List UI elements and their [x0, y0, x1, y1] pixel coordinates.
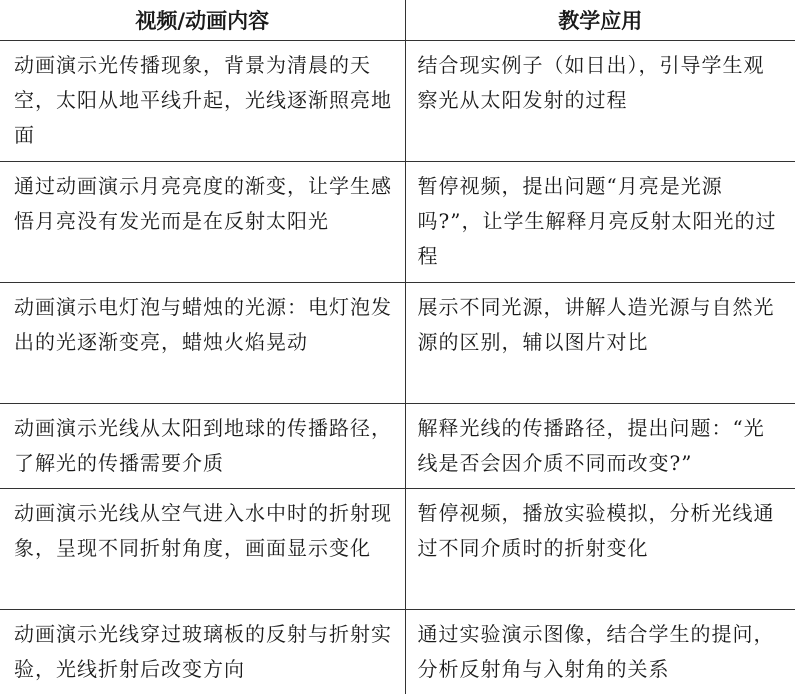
- table-row: [0, 162, 795, 283]
- table-row: [0, 41, 795, 162]
- table-header-row: [0, 0, 795, 41]
- header-video-content: 视频/动画内容: [0, 0, 405, 41]
- video-content-cell: 动画演示光线穿过玻璃板的反射与折射实验，光线折射后改变方向: [0, 610, 405, 694]
- table-row: [0, 283, 795, 404]
- video-content-cell: 动画演示电灯泡与蜡烛的光源：电灯泡发出的光逐渐变亮，蜡烛火焰晃动: [0, 283, 405, 404]
- teaching-application-cell: 展示不同光源，讲解人造光源与自然光源的区别，辅以图片对比: [405, 283, 795, 404]
- teaching-application-cell: 结合现实例子（如日出），引导学生观察光从太阳发射的过程: [405, 41, 795, 162]
- teaching-application-cell: 暂停视频，播放实验模拟，分析光线通过不同介质时的折射变化: [405, 489, 795, 610]
- video-content-cell: 动画演示光线从太阳到地球的传播路径，了解光的传播需要介质: [0, 404, 405, 489]
- video-content-cell: 动画演示光传播现象，背景为清晨的天空，太阳从地平线升起，光线逐渐照亮地面: [0, 41, 405, 162]
- teaching-application-cell: 暂停视频，提出问题“月亮是光源吗?”，让学生解释月亮反射太阳光的过程: [405, 162, 795, 283]
- table-row: [0, 489, 795, 610]
- teaching-application-cell: 解释光线的传播路径，提出问题：“光线是否会因介质不同而改变?”: [405, 404, 795, 489]
- table-row: [0, 610, 795, 694]
- teaching-application-cell: 通过实验演示图像，结合学生的提问，分析反射角与入射角的关系: [405, 610, 795, 694]
- video-content-cell: 动画演示光线从空气进入水中时的折射现象，呈现不同折射角度，画面显示变化: [0, 489, 405, 610]
- video-content-cell: 通过动画演示月亮亮度的渐变，让学生感悟月亮没有发光而是在反射太阳光: [0, 162, 405, 283]
- table-row: [0, 404, 795, 489]
- header-teaching-application: 教学应用: [405, 0, 795, 41]
